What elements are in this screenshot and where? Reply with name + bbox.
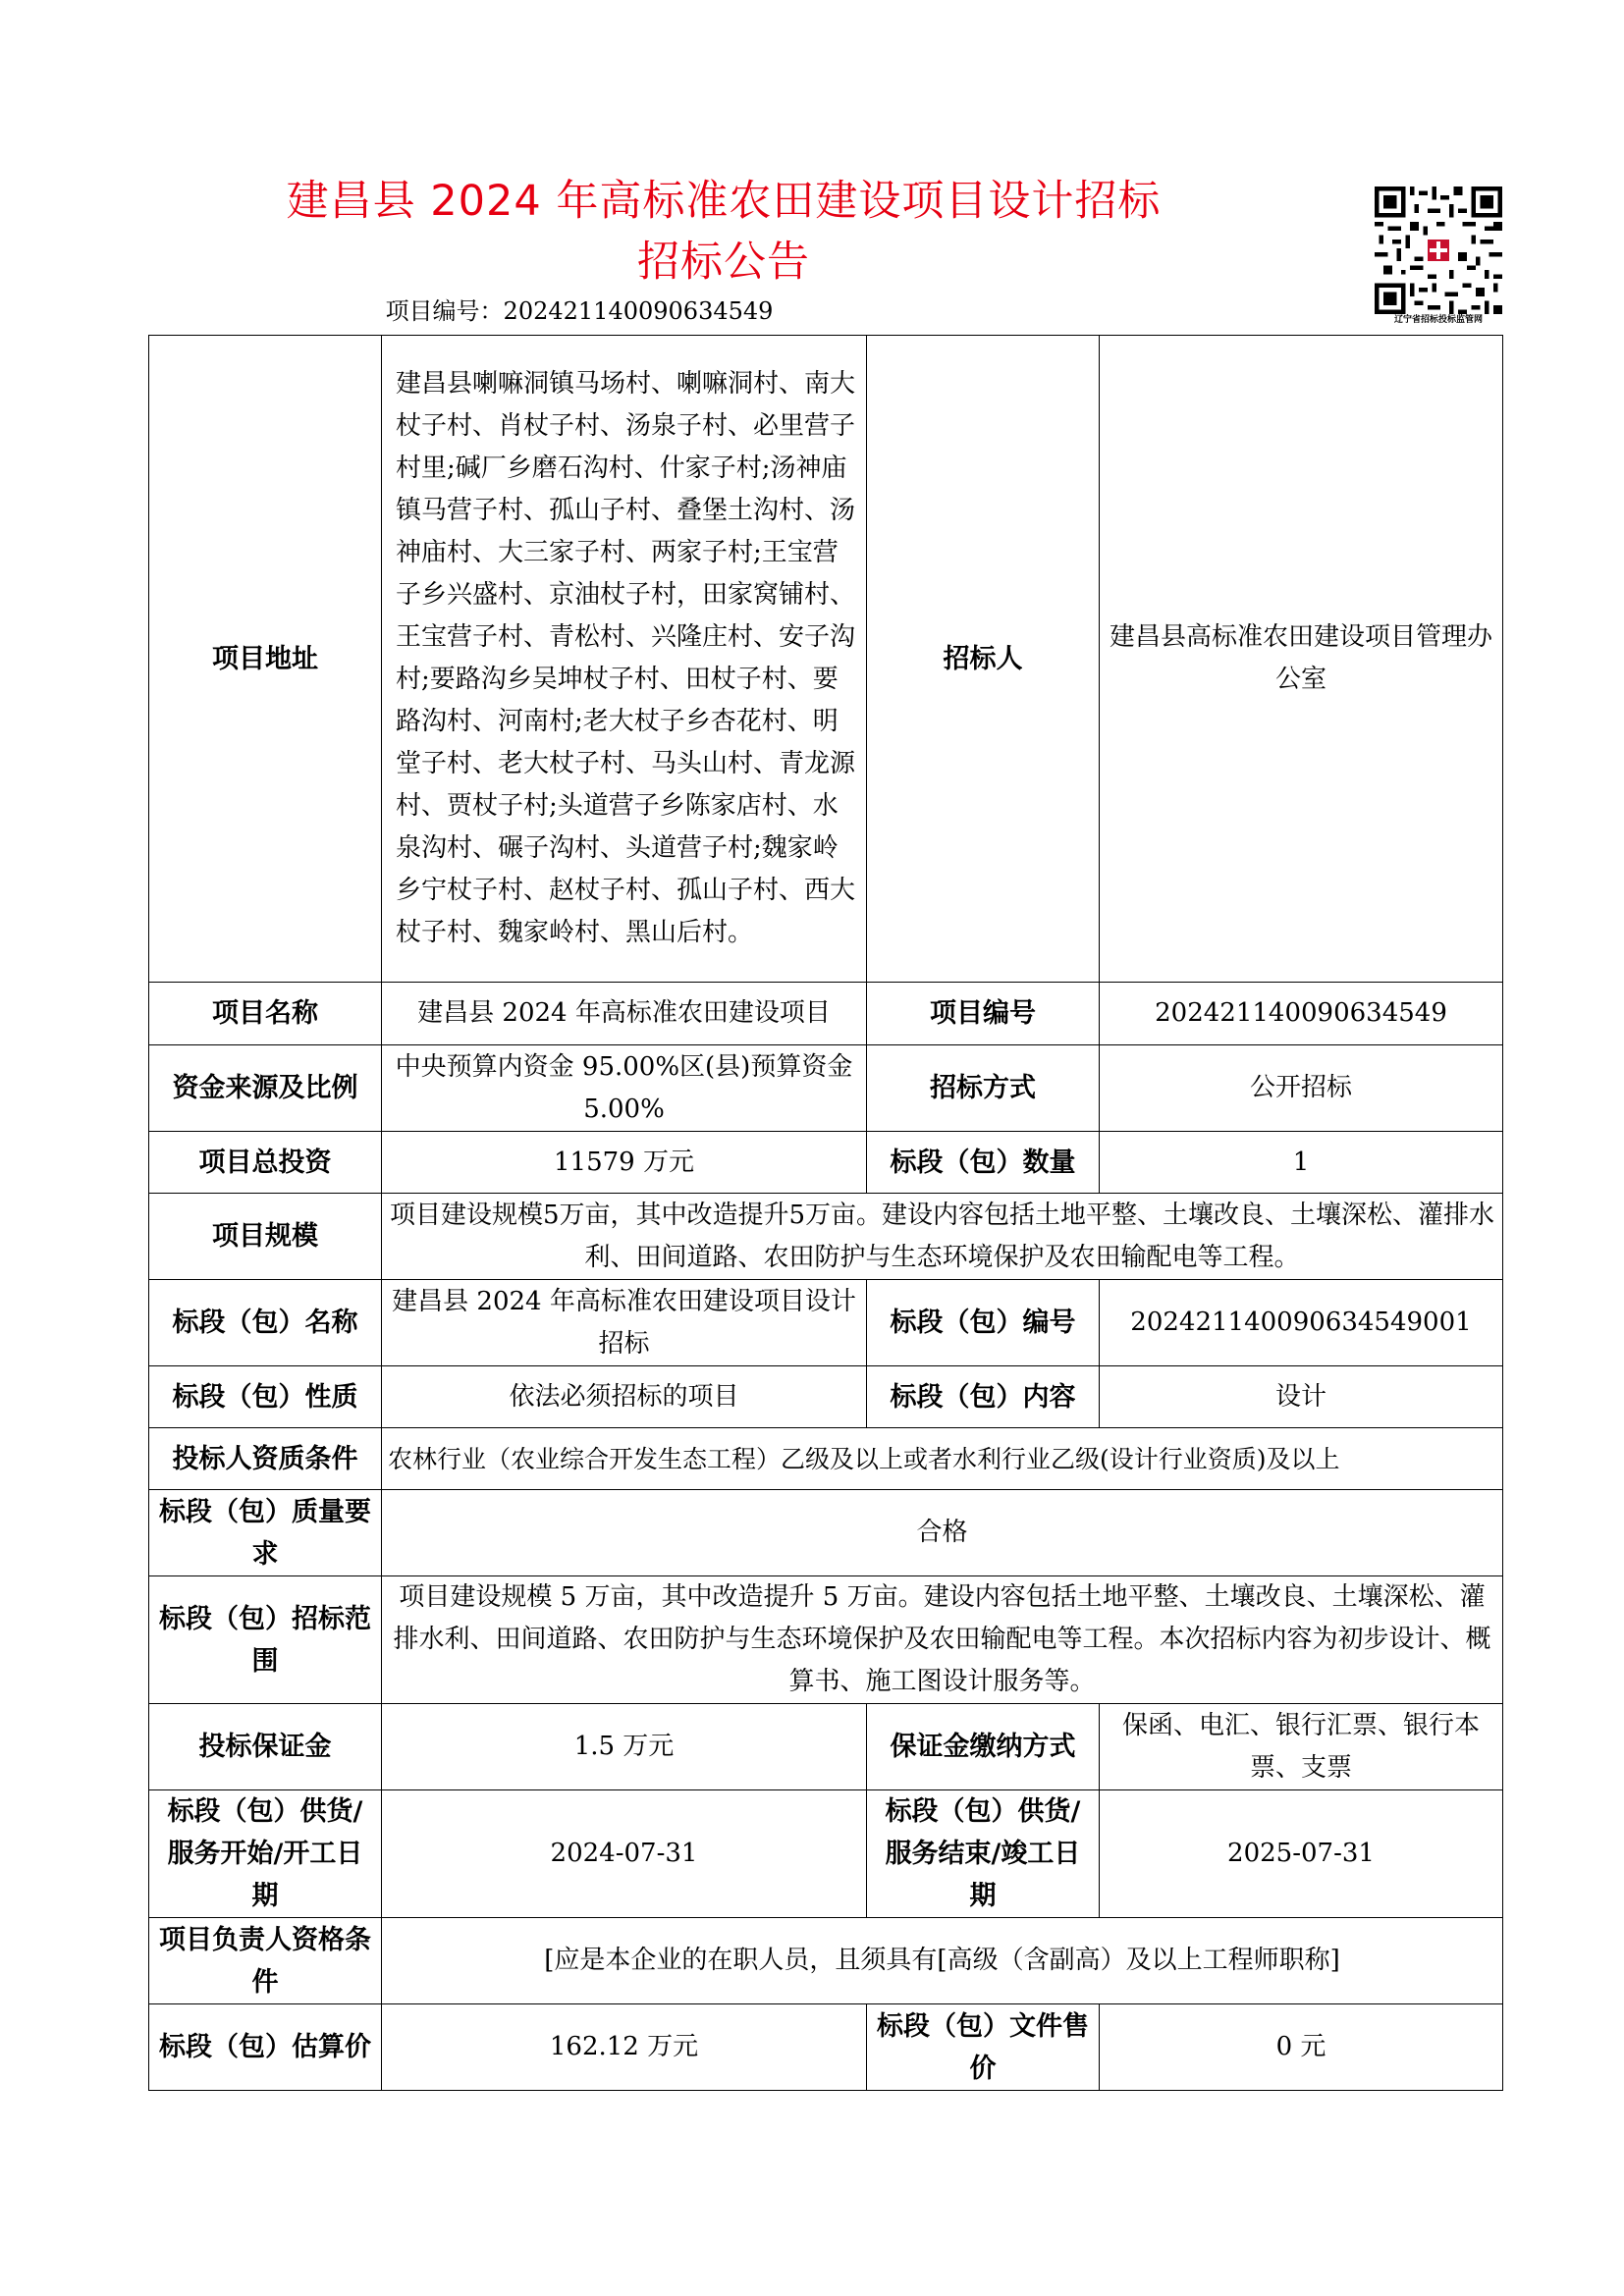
funding-value: 中央预算内资金 95.00%区(县)预算资金 5.00%: [382, 1045, 867, 1132]
lot-name-value: 建昌县 2024 年高标准农田建设项目设计招标: [382, 1280, 867, 1366]
quality-value: 合格: [382, 1490, 1503, 1576]
deposit-method-label: 保证金缴纳方式: [867, 1704, 1100, 1790]
table-row: [149, 1918, 1503, 2004]
table-row: [149, 1280, 1503, 1366]
lot-name-label: 标段（包）名称: [149, 1280, 382, 1366]
table-row: [149, 1045, 1503, 1132]
start-date-label: 标段（包）供货/服务开始/开工日期: [149, 1790, 382, 1918]
table-row: [149, 1194, 1503, 1280]
deposit-label: 投标保证金: [149, 1704, 382, 1790]
table-row: [149, 1704, 1503, 1790]
address-value: 建昌县喇嘛洞镇马场村、喇嘛洞村、南大杖子村、肖杖子村、汤泉子村、必里营子村里;碱厂乡磨石沟村、什家子村;汤神庙镇马营子村、孤山子村、叠堡土沟村、汤神庙村、大三家子村、两家子村;王宝营子乡兴盛村、京油杖子村，田家窝铺村、王宝营子村、青松村、兴隆庄村、安子沟村;要路沟乡吴坤杖子村、田杖子村、要路沟村、河南村;老大杖子乡杏花村、明堂子村、老大杖子村、马头山村、青龙源村、贾杖子村;头道营子乡陈家店村、水泉沟村、碾子沟村、头道营子村;魏家岭乡宁杖子村、赵杖子村、孤山子村、西大杖子村、魏家岭村、黑山后村。: [382, 336, 867, 983]
project-code-label: 项目编号: [867, 983, 1100, 1045]
lot-content-label: 标段（包）内容: [867, 1366, 1100, 1428]
manager-label: 项目负责人资格条件: [149, 1918, 382, 2004]
table-row: [149, 983, 1503, 1045]
project-number-line: 项目编号：202421140090634549: [385, 297, 774, 325]
table-row: [149, 1490, 1503, 1576]
notice-title-line2: 招标公告: [637, 238, 810, 287]
method-label: 招标方式: [867, 1045, 1100, 1132]
qualification-value: 农林行业（农业综合开发生态工程）乙级及以上或者水利行业乙级(设计行业资质)及以上: [382, 1428, 1503, 1490]
estimate-label: 标段（包）估算价: [149, 2004, 382, 2091]
funding-label: 资金来源及比例: [149, 1045, 382, 1132]
project-code-value: 202421140090634549: [1100, 983, 1503, 1045]
lot-count-value: 1: [1100, 1132, 1503, 1194]
table-row: [149, 1428, 1503, 1490]
table-row: [149, 336, 1503, 983]
investment-value: 11579 万元: [382, 1132, 867, 1194]
end-date-value: 2025-07-31: [1100, 1790, 1503, 1918]
table-row: [149, 1576, 1503, 1704]
estimate-value: 162.12 万元: [382, 2004, 867, 2091]
lot-code-label: 标段（包）编号: [867, 1280, 1100, 1366]
scope-label: 标段（包）招标范围: [149, 1576, 382, 1704]
project-name-value: 建昌县 2024 年高标准农田建设项目: [382, 983, 867, 1045]
tenderer-label: 招标人: [867, 336, 1100, 983]
scope-value: 项目建设规模 5 万亩，其中改造提升 5 万亩。建设内容包括土地平整、土壤改良、土壤深松、灌排水利、田间道路、农田防护与生态环境保护及农田输配电等工程。本次招标内容为初步设计、概算书、施工图设计服务等。: [382, 1576, 1503, 1704]
lot-count-label: 标段（包）数量: [867, 1132, 1100, 1194]
tender-info-table: [148, 335, 1503, 2091]
end-date-label: 标段（包）供货/服务结束/竣工日期: [867, 1790, 1100, 1918]
deposit-value: 1.5 万元: [382, 1704, 867, 1790]
quality-label: 标段（包）质量要求: [149, 1490, 382, 1576]
lot-nature-value: 依法必须招标的项目: [382, 1366, 867, 1428]
tenderer-value: 建昌县高标准农田建设项目管理办公室: [1100, 336, 1503, 983]
deposit-method-value: 保函、电汇、银行汇票、银行本票、支票: [1100, 1704, 1503, 1790]
lot-code-value: 202421140090634549001: [1100, 1280, 1503, 1366]
scale-value: 项目建设规模5万亩，其中改造提升5万亩。建设内容包括土地平整、土壤改良、土壤深松、灌排水利、田间道路、农田防护与生态环境保护及农田输配电等工程。: [382, 1194, 1503, 1280]
doc-price-value: 0 元: [1100, 2004, 1503, 2091]
investment-label: 项目总投资: [149, 1132, 382, 1194]
qr-code-icon: [1375, 187, 1502, 314]
qualification-label: 投标人资质条件: [149, 1428, 382, 1490]
manager-value: [应是本企业的在职人员，且须具有[高级（含副高）及以上工程师职称]: [382, 1918, 1503, 2004]
method-value: 公开招标: [1100, 1045, 1503, 1132]
doc-price-label: 标段（包）文件售价: [867, 2004, 1100, 2091]
table-row: [149, 1790, 1503, 1918]
table-row: [149, 1366, 1503, 1428]
qr-caption: 辽宁省招标投标监管网: [1393, 315, 1483, 325]
lot-content-value: 设计: [1100, 1366, 1503, 1428]
address-label: 项目地址: [149, 336, 382, 983]
lot-nature-label: 标段（包）性质: [149, 1366, 382, 1428]
table-row: [149, 1132, 1503, 1194]
table-row: [149, 2004, 1503, 2091]
scale-label: 项目规模: [149, 1194, 382, 1280]
notice-title-line1: 建昌县 2024 年高标准农田建设项目设计招标: [286, 177, 1162, 226]
start-date-value: 2024-07-31: [382, 1790, 867, 1918]
project-name-label: 项目名称: [149, 983, 382, 1045]
